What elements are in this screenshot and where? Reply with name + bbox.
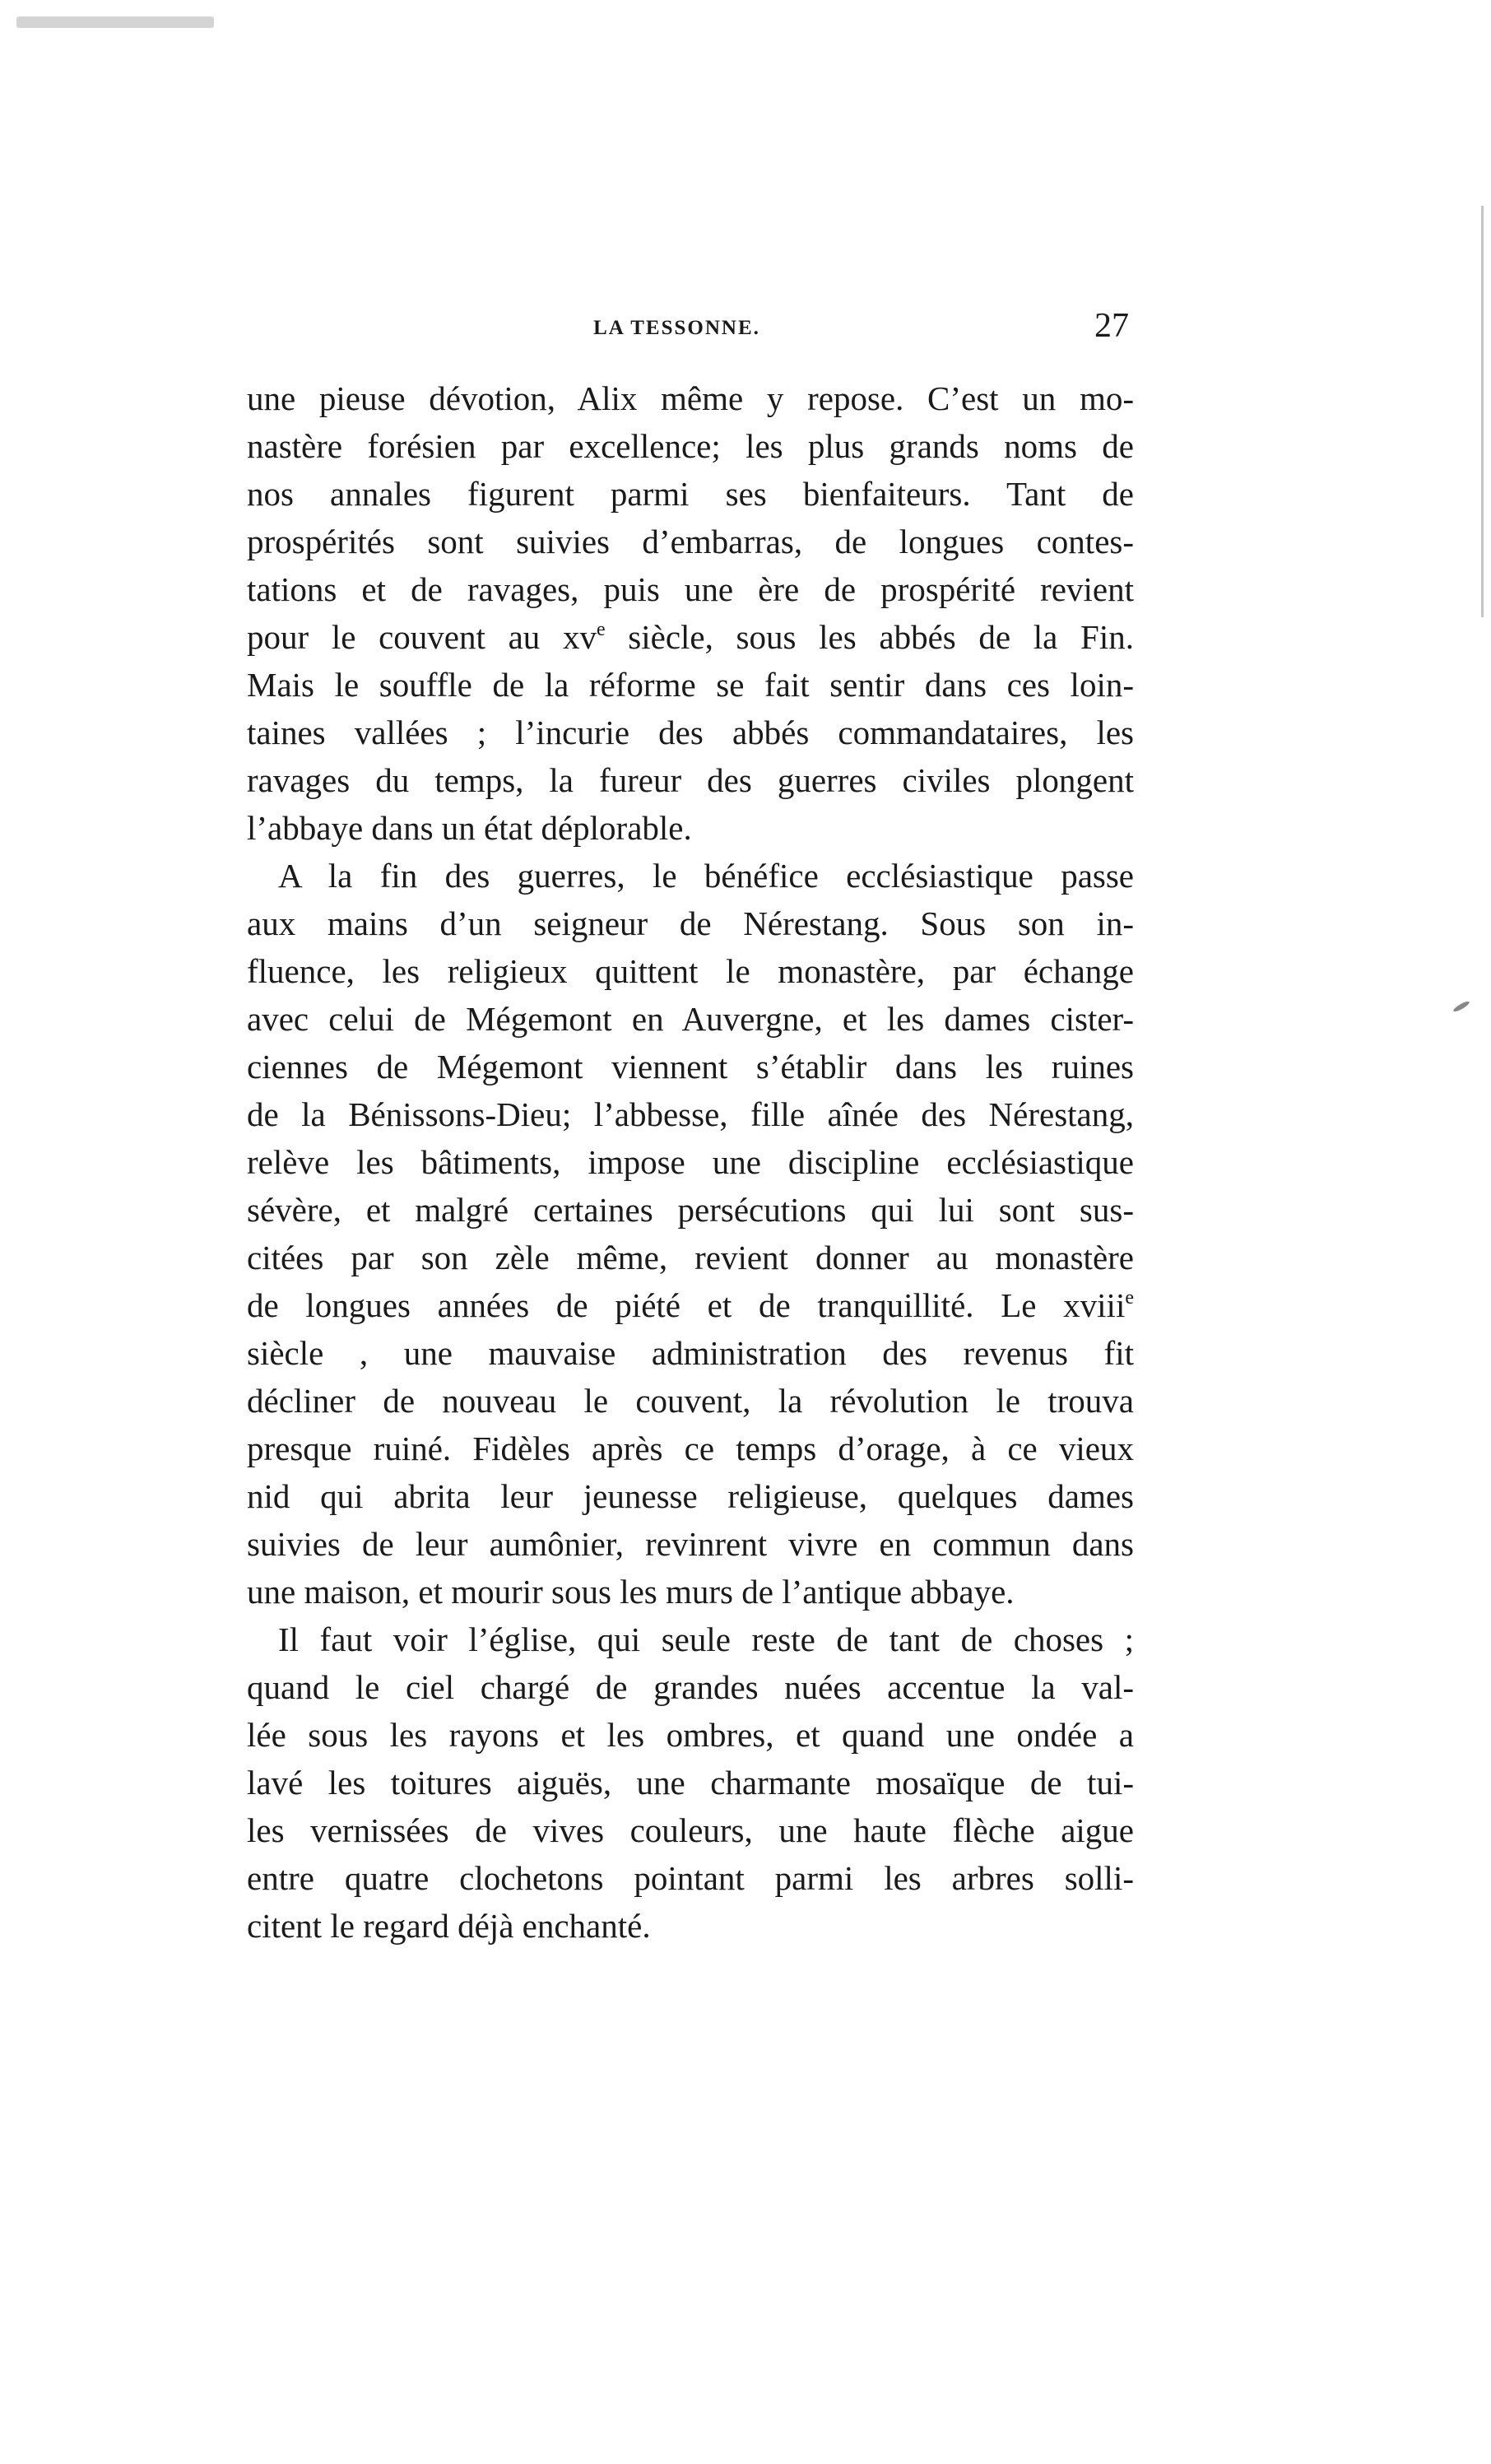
text-line bbox=[247, 1711, 1134, 1759]
text-line-content: citent le regard déjà enchanté. bbox=[247, 1907, 651, 1945]
text-line-content: entre quatre clochetons pointant parmi les arbres solli- bbox=[247, 1859, 1134, 1897]
text-line-content: siècle , une mauvaise administration des revenus fit bbox=[247, 1334, 1134, 1372]
text-line-content: relève les bâtiments, impose une discipline ecclésiastique bbox=[247, 1143, 1134, 1181]
text-line bbox=[247, 900, 1134, 947]
text-line bbox=[247, 1043, 1134, 1090]
text-line bbox=[247, 947, 1134, 995]
text-line bbox=[247, 1854, 1134, 1902]
text-line bbox=[247, 470, 1134, 518]
text-line-content: Mais le souffle de la réforme se fait sentir dans ces loin- bbox=[247, 666, 1134, 704]
text-line bbox=[247, 1568, 1134, 1616]
text-line bbox=[247, 1902, 1134, 1950]
text-line-content: lée sous les rayons et les ombres, et quand une ondée a bbox=[247, 1716, 1134, 1754]
text-line bbox=[247, 852, 1134, 900]
superscript: e bbox=[596, 619, 606, 640]
text-line-content: avec celui de Mégemont en Auvergne, et les dames cister- bbox=[247, 1000, 1134, 1038]
text-line bbox=[247, 1281, 1134, 1329]
text-line-content: pour le couvent au xv bbox=[247, 618, 597, 656]
text-line-content: l’abbaye dans un état déplorable. bbox=[247, 809, 692, 847]
text-line-content: nos annales figurent parmi ses bienfaiteurs. Tant de bbox=[247, 475, 1134, 513]
text-line bbox=[247, 1425, 1134, 1472]
text-line-content: citées par son zèle même, revient donner au monastère bbox=[247, 1239, 1134, 1276]
text-line bbox=[247, 1234, 1134, 1281]
text-line bbox=[247, 1377, 1134, 1425]
text-line-content: sévère, et malgré certaines persécutions qui lui sont sus- bbox=[247, 1191, 1134, 1229]
text-line bbox=[247, 661, 1134, 709]
text-line-content: Il faut voir l’église, qui seule reste de tant de choses ; bbox=[278, 1620, 1134, 1658]
text-line bbox=[247, 1186, 1134, 1234]
text-line-content: ciennes de Mégemont viennent s’établir dans les ruines bbox=[247, 1048, 1134, 1086]
text-line bbox=[247, 995, 1134, 1043]
text-line-content: tations et de ravages, puis une ère de prospérité revient bbox=[247, 570, 1134, 608]
text-line-content: décliner de nouveau le couvent, la révolution le trouva bbox=[247, 1382, 1134, 1420]
text-line bbox=[247, 1472, 1134, 1520]
superscript: e bbox=[1125, 1287, 1134, 1309]
text-line-content: quand le ciel chargé de grandes nuées accentue la val- bbox=[247, 1668, 1134, 1706]
text-line-content: presque ruiné. Fidèles après ce temps d’orage, à ce vieux bbox=[247, 1430, 1134, 1467]
text-line bbox=[247, 1329, 1134, 1377]
scan-speck bbox=[16, 16, 214, 28]
text-line-content: aux mains d’un seigneur de Nérestang. Sous son in- bbox=[247, 904, 1134, 942]
page-number: 27 bbox=[1094, 307, 1129, 345]
scan-speck bbox=[1481, 206, 1484, 617]
text-line-content: les vernissées de vives couleurs, une haute flèche aigue bbox=[247, 1811, 1134, 1849]
body-text bbox=[247, 374, 1134, 1950]
text-line bbox=[247, 1090, 1134, 1138]
text-line-content: de la Bénissons-Dieu; l’abbesse, fille aînée des Nérestang, bbox=[247, 1095, 1134, 1133]
text-line-continuation: siècle, sous les abbés de la Fin. bbox=[605, 618, 1134, 656]
text-line-content: une maison, et mourir sous les murs de l’antique abbaye. bbox=[247, 1573, 1015, 1611]
text-line bbox=[247, 565, 1134, 613]
text-line bbox=[247, 422, 1134, 470]
text-line bbox=[247, 709, 1134, 756]
text-line bbox=[247, 756, 1134, 804]
text-line-content: fluence, les religieux quittent le monastère, par échange bbox=[247, 952, 1134, 990]
text-line-content: suivies de leur aumônier, revinrent vivre en commun dans bbox=[247, 1525, 1134, 1563]
text-line bbox=[247, 1806, 1134, 1854]
text-line bbox=[247, 1520, 1134, 1568]
text-line-content: de longues années de piété et de tranquillité. Le xviii bbox=[247, 1286, 1126, 1324]
text-line bbox=[247, 374, 1134, 422]
text-line-content: ravages du temps, la fureur des guerres civiles plongent bbox=[247, 761, 1134, 799]
text-line-content: nastère forésien par excellence; les plus grands noms de bbox=[247, 427, 1134, 465]
scan-speck bbox=[1452, 1000, 1470, 1013]
text-line-content: A la fin des guerres, le bénéfice ecclésiastique passe bbox=[278, 857, 1134, 895]
text-line bbox=[247, 518, 1134, 565]
text-line-content: lavé les toitures aiguës, une charmante mosaïque de tui- bbox=[247, 1764, 1134, 1802]
text-line-content: prospérités sont suivies d’embarras, de longues contes- bbox=[247, 523, 1134, 560]
text-line-content: nid qui abrita leur jeunesse religieuse, quelques dames bbox=[247, 1477, 1134, 1515]
text-line bbox=[247, 613, 1134, 661]
running-header-title: LA TESSONNE. bbox=[593, 317, 760, 339]
text-line bbox=[247, 1663, 1134, 1711]
text-line-content: une pieuse dévotion, Alix même y repose. C’est un mo- bbox=[247, 379, 1134, 417]
text-line bbox=[247, 1616, 1134, 1663]
text-line-content: taines vallées ; l’incurie des abbés commandataires, les bbox=[247, 714, 1134, 751]
text-line bbox=[247, 1138, 1134, 1186]
text-line bbox=[247, 804, 1134, 852]
text-line bbox=[247, 1759, 1134, 1806]
